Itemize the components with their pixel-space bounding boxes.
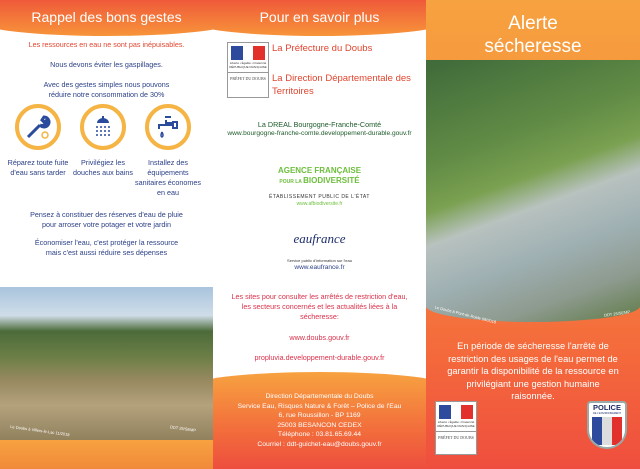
wrench-icon bbox=[15, 104, 61, 150]
eaufrance-logo: eaufrance bbox=[293, 231, 346, 246]
eaufrance-subtitle: Service public d'information sur l'eau bbox=[287, 258, 352, 263]
prefet-logo bbox=[435, 401, 477, 455]
river-photo bbox=[426, 60, 640, 325]
text-save: Économiser l'eau, c'est protéger la ressource mais c'est aussi réduire ses dépenses bbox=[34, 238, 179, 257]
eaufrance-link[interactable]: www.eaufrance.fr bbox=[294, 264, 345, 271]
tree-flag-icon bbox=[592, 417, 622, 445]
dreal-label: La DREAL Bourgogne-Franche-Comté bbox=[257, 120, 382, 129]
bottom-band bbox=[0, 440, 213, 469]
afb-logo-line1: AGENCE FRANÇAISE bbox=[277, 166, 362, 175]
photo-caption: Le Doubs à Villers-le-Lac 11/2018 bbox=[9, 423, 70, 438]
doubs-link[interactable]: www.doubs.gouv.fr bbox=[289, 333, 350, 342]
contact-line: 25003 BESANCON CEDEX bbox=[277, 421, 362, 429]
police-environnement-badge bbox=[587, 401, 627, 449]
marianne-flag-icon bbox=[439, 405, 473, 419]
panel-title: Pour en savoir plus bbox=[213, 0, 426, 36]
tip-label: Réparez toute fuite d'eau sans tarder bbox=[7, 158, 69, 177]
contact-email: Courriel : ddt-guichet-eau@doubs.gouv.fr bbox=[257, 440, 382, 448]
afb-logo-line2a: POUR LA bbox=[279, 179, 304, 185]
afb-link[interactable]: www.afbiodiversite.fr bbox=[296, 201, 343, 207]
contact-line: 6, rue Roussillon - BP 1169 bbox=[278, 412, 361, 419]
afb-logo-line2b: BIODIVERSITÉ bbox=[303, 176, 360, 185]
photo-caption: Le Doubs à Pont-de-Roide 09/2018 bbox=[434, 304, 497, 325]
dreal-link[interactable]: www.bourgogne-franche-comte.developpement-durable.gouv.fr bbox=[227, 130, 412, 137]
text-30pct: Avec des gestes simples nous pouvons réduire notre consommation de 30% bbox=[43, 80, 170, 99]
shower-icon bbox=[80, 104, 126, 150]
badge-subtext: DE L'ENVIRONNEMENT bbox=[593, 412, 621, 415]
panel-rappel bbox=[0, 0, 213, 469]
logo-prefet-text: PRÉFET DU DOUBS bbox=[228, 72, 268, 81]
badge-text: POLICE bbox=[593, 403, 621, 412]
logo-prefet-text: PRÉFET DU DOUBS bbox=[436, 431, 476, 440]
afb-subtitle: ÉTABLISSEMENT PUBLIC DE L'ÉTAT bbox=[269, 194, 370, 200]
sites-text: Les sites pour consulter les arrêtés de restriction d'eau, les secteurs concernés et les actualités liées à la sécheresse: bbox=[231, 292, 408, 321]
marianne-flag-icon bbox=[231, 46, 265, 60]
photo-credit: DDT 25/SEMP bbox=[169, 424, 197, 433]
cover-title-line1: Alerte bbox=[508, 13, 558, 34]
tip-label: Privilégiez les douches aux bains bbox=[73, 158, 133, 177]
text-gaspillages: Nous devons éviter les gaspillages. bbox=[50, 60, 163, 69]
cover-title bbox=[426, 12, 640, 58]
lake-photo bbox=[0, 287, 213, 445]
prefet-logo bbox=[227, 42, 269, 98]
faucet-icon bbox=[145, 104, 191, 150]
contact-line: Service Eau, Risques Nature & Forêt – Police de l'Eau bbox=[237, 402, 402, 410]
photo-credit: DDT 25/SEMP bbox=[603, 309, 631, 318]
cover-message: En période de sécheresse l'arrêté de restriction des usages de l'eau permet de garantir la disponibilité de la ressource en privilégiant une gestion humaine raisonnée. bbox=[447, 341, 619, 401]
prefecture-label: La Préfecture du Doubs bbox=[272, 43, 373, 54]
contact-block bbox=[213, 392, 426, 449]
propluvia-link[interactable]: propluvia.developpement-durable.gouv.fr bbox=[254, 353, 385, 362]
panel-title: Rappel des bons gestes bbox=[0, 0, 213, 36]
contact-phone: Téléphone : 03.81.65.69.44 bbox=[277, 431, 362, 438]
panel-cover bbox=[426, 0, 640, 469]
contact-line: Direction Départementale du Doubs bbox=[265, 393, 374, 400]
ddt-label: La Direction Départementale des Territoires bbox=[272, 73, 411, 97]
logo-text: Liberté • Égalité • Fraternité RÉPUBLIQUE FRANÇAISE bbox=[229, 61, 267, 69]
text-rain: Pensez à constituer des réserves d'eau de pluie pour arroser votre potager et votre jardin bbox=[30, 210, 183, 229]
intro-text: Les ressources en eau ne sont pas inépuisables. bbox=[28, 40, 185, 49]
cover-title-line2: sécheresse bbox=[484, 36, 582, 57]
tip-label: Installez des équipements sanitaires économes en eau bbox=[135, 158, 201, 197]
logo-text: Liberté • Égalité • Fraternité RÉPUBLIQUE FRANÇAISE bbox=[437, 420, 475, 428]
panel-info bbox=[213, 0, 426, 469]
